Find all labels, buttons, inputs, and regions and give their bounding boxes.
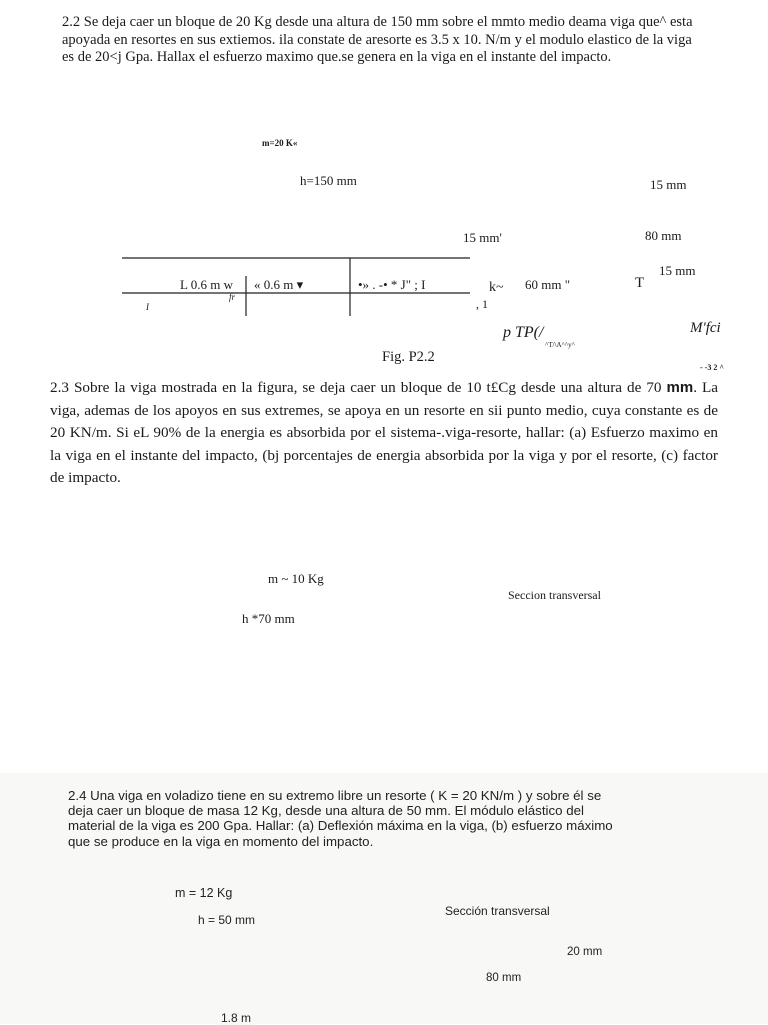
height-label-2-3: h *70 mm xyxy=(242,611,295,626)
mass-label-2-4: m = 12 Kg xyxy=(175,886,233,900)
width-dim-2-4: 80 mm xyxy=(486,972,522,984)
mass-label-2-3: m ~ 10 Kg xyxy=(268,571,324,586)
figure-caption: Fig. P2.2 xyxy=(382,349,435,365)
height-dim-2-4: 20 mm xyxy=(567,946,603,958)
dim-15-top: 15 mm xyxy=(650,177,687,192)
problem-2-2-statement: 2.2 Se deja caer un bloque de 20 Kg desde una altura de 150 mm sobre el mmto medio deama viga que^ esta apoyada en resortes en sus extiemos. ila constate de aresorte es 3.5 x 10. N/m y el modulo elastico de la viga es de 20<j Gpa. Hallax el esfuerzo maximo que.se genera en la viga en el instante del impacto. xyxy=(62,14,693,65)
spring-k-label: k~ xyxy=(489,280,504,295)
comma-one-label: , 1 xyxy=(476,297,488,311)
corner-mark: - -3 2 ^ xyxy=(700,363,724,372)
problem-2-3-statement xyxy=(50,377,718,490)
small-i-label: I xyxy=(146,302,149,312)
problem-2-3-text-a: 2.3 Sobre la viga mostrada en la figura, se deja caer un bloque de 10 t£Cg desde una altura de 70 xyxy=(50,379,662,396)
length-dim-2-4: 1.8 m xyxy=(218,1011,254,1025)
right-span-label: « 0.6 m ▾ xyxy=(254,277,304,292)
dim-80: 80 mm xyxy=(645,228,682,243)
fr-label: fr xyxy=(229,292,236,302)
ptp-label: p TP(/ xyxy=(503,324,544,341)
mass-label-2-2: m=20 K« xyxy=(262,138,298,148)
mfci-label: M'fci xyxy=(690,320,721,336)
problem-2-4-statement: 2.4 Una viga en voladizo tiene en su extremo libre un resorte ( K = 20 KN/m ) y sobre él se deja caer un bloque de masa 12 Kg, desde una altura de 50 mm. El módulo elástico del material de la viga es 200 Gpa. Hallar: (a) Deflexión máxima en la viga, (b) esfuerzo máximo que se produce en la viga en momento del impacto. xyxy=(68,788,613,849)
tiny-label: ^T/\A^^y^ xyxy=(545,341,575,349)
height-label-2-2: h=150 mm xyxy=(300,173,357,188)
dim-15-mid: 15 mm' xyxy=(463,230,502,245)
height-label-2-4: h = 50 mm xyxy=(198,913,256,927)
section-label-2-4: Sección transversal xyxy=(445,904,550,918)
dim-15-right: 15 mm xyxy=(659,263,696,278)
problem-2-3-text-b: . La viga, ademas de los apoyos en sus extremes, se apoya en un resorte en sii punto medio, cuya constante es de 20 KN/m. Si eL 90% de la energia es absorbida por el sistema-.viga-resorte, hallar: (a) Esfuerzo maximo en la viga en el instante del impacto, (bj porcentajes de energia absorbida por la viga y por el resorte, (c) factor de impacto. xyxy=(50,379,718,486)
left-span-label: L 0.6 m w xyxy=(180,277,233,292)
section-label-2-3: Seccion transversal xyxy=(508,588,601,602)
t-label: T xyxy=(635,275,645,291)
dim-60: 60 mm " xyxy=(525,277,571,292)
mm-unit: mm xyxy=(666,379,694,396)
garbled-label: •» . -• * J" ; I xyxy=(358,277,426,292)
